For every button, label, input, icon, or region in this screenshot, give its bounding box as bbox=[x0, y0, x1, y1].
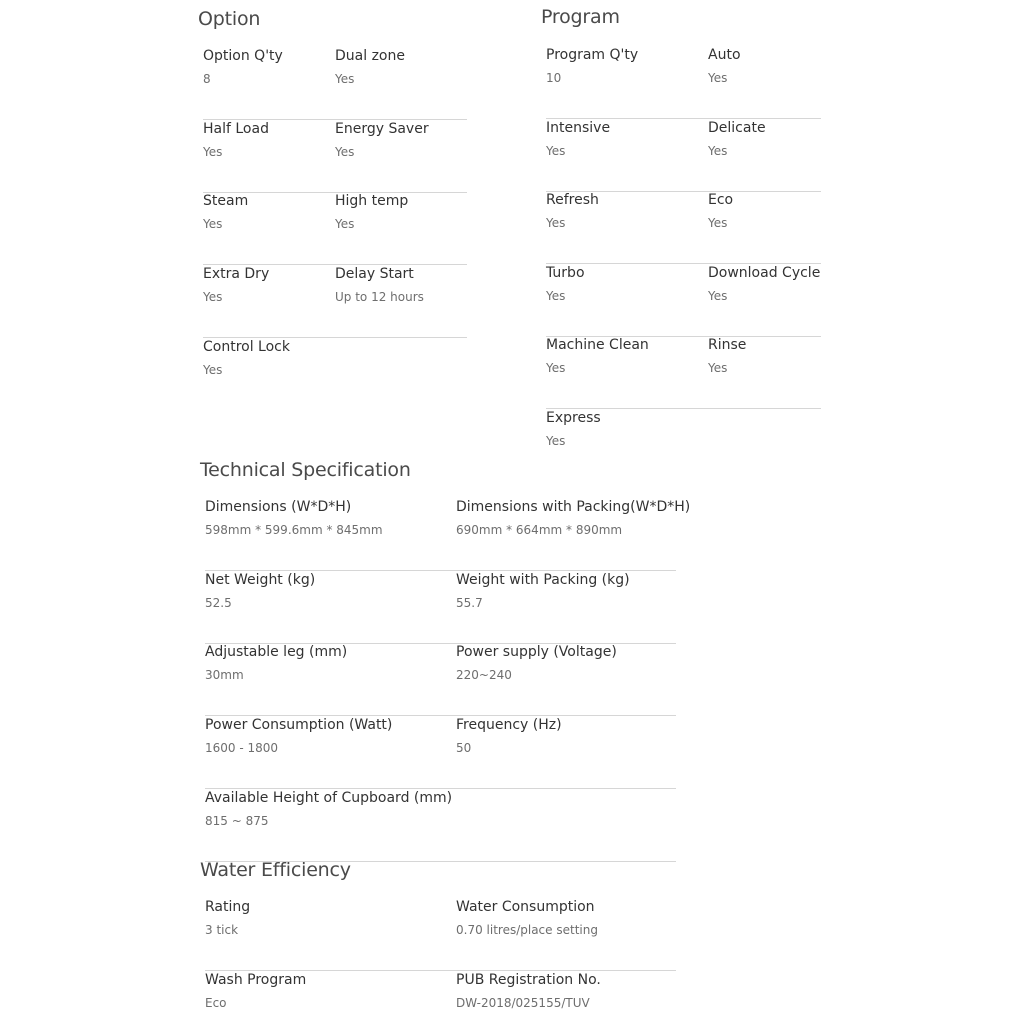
technical-row-3 bbox=[205, 643, 676, 716]
spec-value: 598mm * 599.6mm * 845mm bbox=[205, 523, 383, 537]
spec-label: Dimensions with Packing(W*D*H) bbox=[456, 499, 691, 515]
spec-value: Yes bbox=[203, 363, 223, 377]
spec-label: Intensive bbox=[546, 120, 611, 136]
program-row-4 bbox=[546, 264, 821, 337]
spec-value: Eco bbox=[205, 996, 227, 1010]
program-spec-auto bbox=[708, 46, 741, 86]
spec-label: Half Load bbox=[203, 121, 269, 137]
option-spec-energy-saver bbox=[335, 120, 429, 160]
spec-value: 52.5 bbox=[205, 596, 232, 610]
program-section-title: Program bbox=[541, 6, 620, 28]
spec-label: Adjustable leg (mm) bbox=[205, 644, 348, 660]
spec-label: Energy Saver bbox=[335, 121, 429, 137]
spec-value: Yes bbox=[708, 361, 728, 375]
spec-label: Auto bbox=[708, 47, 741, 63]
spec-label: Steam bbox=[203, 193, 249, 209]
program-row-5 bbox=[546, 336, 821, 409]
spec-label: Delicate bbox=[708, 120, 766, 136]
spec-label: Machine Clean bbox=[546, 337, 649, 353]
spec-value: Yes bbox=[335, 217, 355, 231]
spec-value: 50 bbox=[456, 741, 472, 755]
spec-value: DW-2018/025155/TUV bbox=[456, 996, 590, 1010]
spec-label: High temp bbox=[335, 193, 409, 209]
option-row-1 bbox=[203, 47, 467, 120]
water-spec-water-consumption bbox=[456, 898, 598, 938]
program-row-6 bbox=[546, 409, 821, 482]
spec-value: Yes bbox=[708, 71, 728, 85]
spec-value: Yes bbox=[546, 144, 566, 158]
spec-value: Yes bbox=[708, 144, 728, 158]
technical-spec-adjustable-leg bbox=[205, 643, 347, 683]
technical-spec-weight-packing bbox=[456, 571, 630, 611]
water-spec-pub-registration bbox=[456, 971, 601, 1011]
spec-label: Power Consumption (Watt) bbox=[205, 717, 393, 733]
spec-value: Yes bbox=[203, 145, 223, 159]
technical-row-2 bbox=[205, 571, 676, 644]
spec-label: Option Q'ty bbox=[203, 48, 283, 64]
option-spec-control-lock bbox=[203, 338, 290, 378]
spec-label: Available Height of Cupboard (mm) bbox=[205, 790, 453, 806]
water-section-title: Water Efficiency bbox=[200, 859, 351, 881]
program-spec-delicate bbox=[708, 119, 766, 159]
program-spec-rinse bbox=[708, 336, 746, 376]
program-row-3 bbox=[546, 191, 821, 264]
option-spec-high-temp bbox=[335, 192, 408, 232]
program-spec-program-qty bbox=[546, 46, 638, 86]
spec-label: Refresh bbox=[546, 192, 599, 208]
spec-label: Eco bbox=[708, 192, 734, 208]
spec-value: Yes bbox=[335, 72, 355, 86]
spec-value: Yes bbox=[546, 289, 566, 303]
technical-row-5 bbox=[205, 789, 676, 862]
spec-value: 55.7 bbox=[456, 596, 483, 610]
spec-value: Yes bbox=[546, 361, 566, 375]
spec-label: Extra Dry bbox=[203, 266, 270, 282]
technical-spec-cupboard-height bbox=[205, 789, 452, 829]
spec-label: Power supply (Voltage) bbox=[456, 644, 617, 660]
technical-row-1 bbox=[205, 498, 691, 571]
spec-value: Yes bbox=[708, 289, 728, 303]
program-spec-express bbox=[546, 409, 601, 449]
program-spec-intensive bbox=[546, 119, 610, 159]
spec-label: PUB Registration No. bbox=[456, 972, 601, 988]
spec-label: Wash Program bbox=[205, 972, 307, 988]
program-spec-turbo bbox=[546, 264, 585, 304]
spec-label: Turbo bbox=[546, 265, 585, 281]
program-spec-refresh bbox=[546, 191, 599, 231]
option-spec-option-qty bbox=[203, 47, 283, 87]
spec-value: 1600 - 1800 bbox=[205, 741, 279, 755]
water-spec-rating bbox=[205, 898, 250, 938]
spec-value: 8 bbox=[203, 72, 211, 86]
spec-label: Control Lock bbox=[203, 339, 290, 355]
spec-value: 0.70 litres/place setting bbox=[456, 923, 598, 937]
program-spec-machine-clean bbox=[546, 336, 649, 376]
spec-value: 690mm * 664mm * 890mm bbox=[456, 523, 623, 537]
spec-label: Program Q'ty bbox=[546, 47, 639, 63]
water-row-2 bbox=[205, 971, 676, 1024]
spec-label: Download Cycle bbox=[708, 265, 821, 281]
technical-spec-power-consumption bbox=[205, 716, 392, 756]
technical-spec-power-supply bbox=[456, 643, 617, 683]
spec-label: Dual zone bbox=[335, 48, 405, 64]
program-row-2 bbox=[546, 119, 821, 192]
technical-section-title: Technical Specification bbox=[200, 459, 411, 481]
option-spec-half-load bbox=[203, 120, 269, 160]
spec-label: Express bbox=[546, 410, 601, 426]
spec-value: 3 tick bbox=[205, 923, 239, 937]
option-spec-extra-dry bbox=[203, 265, 269, 305]
water-row-1 bbox=[205, 898, 676, 971]
technical-row-4 bbox=[205, 716, 676, 789]
technical-spec-frequency bbox=[456, 716, 562, 756]
spec-label: Rating bbox=[205, 899, 251, 915]
technical-spec-dimensions bbox=[205, 498, 383, 538]
spec-value: 220~240 bbox=[456, 668, 512, 682]
spec-label: Water Consumption bbox=[456, 899, 595, 915]
option-row-2 bbox=[203, 120, 467, 193]
option-spec-dual-zone bbox=[335, 47, 405, 87]
spec-value: Yes bbox=[546, 434, 566, 448]
spec-value: Yes bbox=[203, 290, 223, 304]
option-spec-steam bbox=[203, 192, 248, 232]
spec-label: Weight with Packing (kg) bbox=[456, 572, 630, 588]
spec-value: Yes bbox=[335, 145, 355, 159]
program-row-1 bbox=[546, 46, 821, 119]
spec-label: Dimensions (W*D*H) bbox=[205, 499, 352, 515]
spec-label: Frequency (Hz) bbox=[456, 717, 562, 733]
program-spec-download-cycle bbox=[708, 264, 820, 304]
spec-value: Yes bbox=[203, 217, 223, 231]
option-row-5 bbox=[203, 338, 467, 411]
option-row-4 bbox=[203, 265, 467, 338]
spec-label: Delay Start bbox=[335, 266, 414, 282]
option-row-3 bbox=[203, 192, 467, 265]
water-spec-wash-program bbox=[205, 971, 306, 1011]
spec-value: Up to 12 hours bbox=[335, 290, 424, 304]
spec-value: Yes bbox=[546, 216, 566, 230]
spec-label: Net Weight (kg) bbox=[205, 572, 316, 588]
technical-spec-net-weight bbox=[205, 571, 315, 611]
spec-label: Rinse bbox=[708, 337, 747, 353]
technical-spec-dimensions-packing bbox=[456, 498, 690, 538]
option-spec-delay-start bbox=[335, 265, 424, 305]
spec-value: 30mm bbox=[205, 668, 244, 682]
program-spec-eco bbox=[708, 191, 733, 231]
spec-value: 815 ~ 875 bbox=[205, 814, 269, 828]
spec-value: 10 bbox=[546, 71, 562, 85]
spec-value: Yes bbox=[708, 216, 728, 230]
option-section-title: Option bbox=[198, 8, 261, 30]
